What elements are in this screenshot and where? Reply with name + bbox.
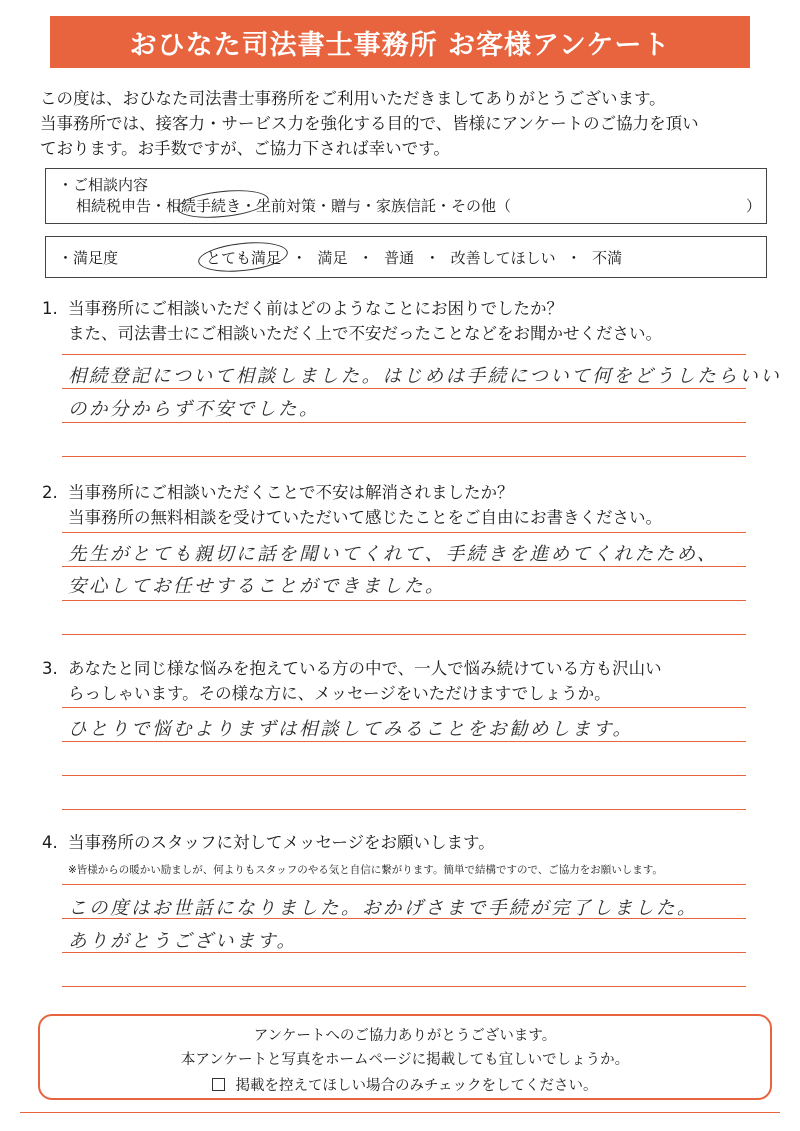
answer-rule bbox=[62, 354, 746, 355]
publish-opt-out-checkbox[interactable] bbox=[212, 1078, 225, 1091]
answer-rule bbox=[62, 986, 746, 987]
answer-rule bbox=[62, 422, 746, 423]
bottom-rule bbox=[20, 1112, 780, 1113]
question-4 bbox=[42, 830, 762, 855]
question-text: らっしゃいます。その様な方に、メッセージをいただけますでしょうか。 bbox=[68, 684, 611, 703]
consult-label: ・ご相談内容 bbox=[58, 176, 149, 194]
satisfaction-selected-circle bbox=[197, 238, 289, 275]
question-number: 3. bbox=[42, 659, 58, 678]
answer-line: のか分からず不安でした。 bbox=[68, 399, 321, 420]
footer-question: 本アンケートと写真をホームページに掲載しても宜しいでしょうか。 bbox=[180, 1052, 630, 1068]
question-text: あなたと同じ様な悩みを抱えている方の中で、一人で悩み続けている方も沢山い bbox=[68, 659, 662, 678]
question-3 bbox=[42, 656, 762, 706]
consult-close-paren: ） bbox=[746, 197, 762, 215]
question-text: また、司法書士にご相談いただく上で不安だったことなどをお聞かせください。 bbox=[68, 324, 662, 343]
answer-rule bbox=[62, 532, 746, 533]
satisfaction-options: とても満足 ・ 満足 ・ 普通 ・ 改善してほしい ・ 不満 bbox=[206, 249, 623, 267]
question-1 bbox=[42, 296, 762, 346]
consult-selected-circle bbox=[176, 186, 270, 221]
answer-rule bbox=[62, 884, 746, 885]
satisfaction-box bbox=[45, 236, 767, 278]
intro-text bbox=[40, 86, 770, 161]
answer-line: ひとりで悩むよりまずは相談してみることをお勧めします。 bbox=[68, 719, 634, 740]
footer-consent-box bbox=[38, 1014, 772, 1100]
question-2 bbox=[42, 480, 762, 530]
intro-line: ております。お手数ですが、ご協力下されば幸いです。 bbox=[40, 139, 450, 158]
question-number: 4. bbox=[42, 833, 58, 852]
answer-line: 相続登記について相談しました。はじめは手続について何をどうしたらいい bbox=[68, 366, 782, 387]
question-number: 1. bbox=[42, 299, 58, 318]
answer-rule bbox=[62, 388, 746, 389]
answer-rule bbox=[62, 775, 746, 776]
answer-line: 先生がとても親切に話を聞いてくれて、手続きを進めてくれたため、 bbox=[68, 544, 718, 565]
answer-rule bbox=[62, 809, 746, 810]
intro-line: この度は、おひなた司法書士事務所をご利用いただきましてありがとうございます。 bbox=[40, 89, 666, 108]
question-text: 当事務所のスタッフに対してメッセージをお願いします。 bbox=[68, 833, 495, 852]
answer-rule bbox=[62, 600, 746, 601]
answer-rule bbox=[62, 918, 746, 919]
answer-rule bbox=[62, 707, 746, 708]
answer-line: ありがとうございます。 bbox=[68, 931, 298, 952]
question-number: 2. bbox=[42, 483, 58, 502]
answer-rule bbox=[62, 952, 746, 953]
answer-line: この度はお世話になりました。おかげさまで手続が完了しました。 bbox=[68, 898, 699, 919]
question-note: ※皆様からの暖かい励ましが、何よりもスタッフのやる気と自信に繋がります。簡単で結構ですので、ご協力をお願いします。 bbox=[68, 864, 663, 876]
answer-rule bbox=[62, 456, 746, 457]
satisfaction-label: ・満足度 bbox=[58, 249, 119, 267]
answer-rule bbox=[62, 634, 746, 635]
footer-check-label: 掲載を控えてほしい場合のみチェックをしてください。 bbox=[235, 1078, 598, 1094]
question-text: 当事務所にご相談いただく前はどのようなことにお困りでしたか？ bbox=[68, 299, 563, 318]
consult-options: 相続税申告・相続手続き・生前対策・贈与・家族信託・その他（ bbox=[76, 197, 512, 215]
answer-rule bbox=[62, 741, 746, 742]
consult-content-box bbox=[45, 168, 767, 224]
question-text: 当事務所にご相談いただくことで不安は解消されましたか？ bbox=[68, 483, 514, 502]
intro-line: 当事務所では、接客力・サービス力を強化する目的で、皆様にアンケートのご協力を頂い bbox=[40, 114, 699, 133]
survey-title: おひなた司法書士事務所 お客様アンケート bbox=[50, 16, 750, 68]
answer-rule bbox=[62, 566, 746, 567]
footer-thanks: アンケートへのご協力ありがとうございます。 bbox=[253, 1028, 557, 1044]
footer-check-row bbox=[40, 1074, 770, 1095]
answer-line: 安心してお任せすることができました。 bbox=[68, 576, 447, 597]
question-text: 当事務所の無料相談を受けていただいて感じたことをご自由にお書きください。 bbox=[68, 508, 662, 527]
